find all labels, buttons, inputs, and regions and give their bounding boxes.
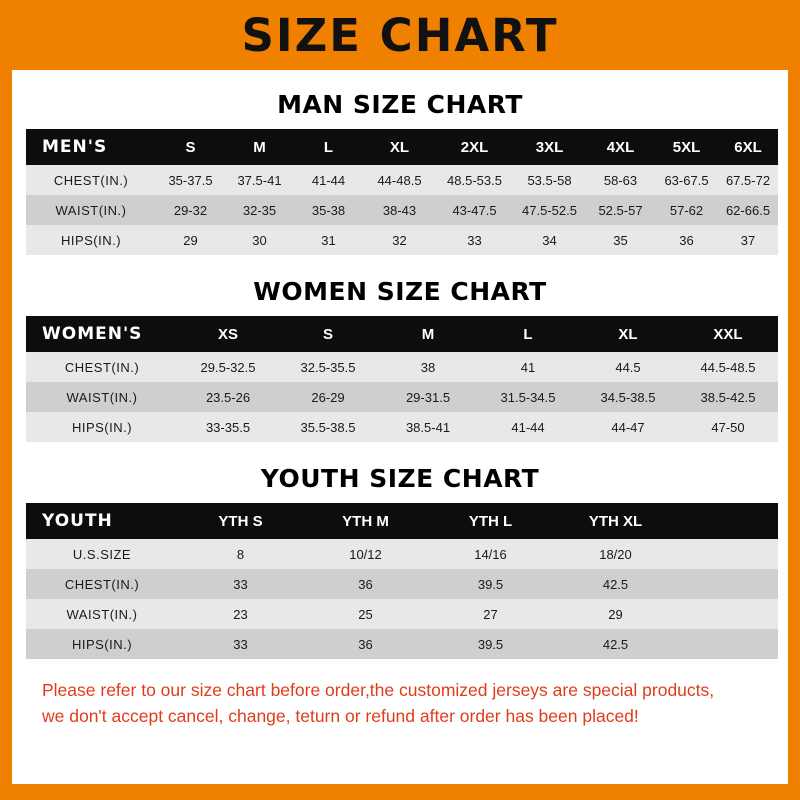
row-label-waist: WAIST(IN.): [26, 195, 156, 225]
footer-note: [42, 677, 758, 730]
cell: 58-63: [586, 165, 655, 195]
cell: 8: [178, 539, 303, 569]
table-row: [26, 569, 778, 599]
table-row: [26, 165, 778, 195]
cell: 57-62: [655, 195, 718, 225]
cell: 23.5-26: [178, 382, 278, 412]
cell: 10/12: [303, 539, 428, 569]
col-header-yth-l: YTH L: [428, 503, 553, 539]
cell: 44.5: [578, 352, 678, 382]
cell: 33: [178, 569, 303, 599]
cell: 53.5-58: [513, 165, 586, 195]
col-header-xl: XL: [363, 129, 436, 165]
cell: 38.5-42.5: [678, 382, 778, 412]
cell: 42.5: [553, 629, 678, 659]
cell: 14/16: [428, 539, 553, 569]
cell: 42.5: [553, 569, 678, 599]
cell: 36: [655, 225, 718, 255]
cell: 29.5-32.5: [178, 352, 278, 382]
row-label-chest: CHEST(IN.): [26, 352, 178, 382]
table-row: [26, 599, 778, 629]
footer-note-line-1: Please refer to our size chart before order,the customized jerseys are special products,: [42, 680, 715, 700]
col-header-xs: XS: [178, 316, 278, 352]
cell: 38.5-41: [378, 412, 478, 442]
cell: 41-44: [478, 412, 578, 442]
section-title-women: WOMEN SIZE CHART: [253, 277, 547, 306]
row-label-hips: HIPS(IN.): [26, 225, 156, 255]
cell: 34.5-38.5: [578, 382, 678, 412]
row-label-chest: CHEST(IN.): [26, 569, 178, 599]
header-bar: [0, 0, 800, 70]
row-label-waist: WAIST(IN.): [26, 382, 178, 412]
cell: 27: [428, 599, 553, 629]
cell: 25: [303, 599, 428, 629]
cell: 36: [303, 629, 428, 659]
cell: 62-66.5: [718, 195, 778, 225]
col-header-mens: MEN'S: [26, 129, 156, 165]
cell: [678, 539, 778, 569]
col-header-m: M: [378, 316, 478, 352]
col-header-yth-s: YTH S: [178, 503, 303, 539]
table-header-row: [26, 503, 778, 539]
man-size-table: [26, 129, 778, 255]
col-header-3xl: 3XL: [513, 129, 586, 165]
cell: 44-48.5: [363, 165, 436, 195]
cell: 32.5-35.5: [278, 352, 378, 382]
table-row: [26, 382, 778, 412]
cell: 52.5-57: [586, 195, 655, 225]
col-header-6xl: 6XL: [718, 129, 778, 165]
cell: 33: [436, 225, 513, 255]
footer-note-line-2: we don't accept cancel, change, teturn or refund after order has been placed!: [42, 706, 639, 727]
table-row: [26, 195, 778, 225]
table-header-row: [26, 129, 778, 165]
bottom-accent-bar: [12, 784, 800, 800]
cell: 26-29: [278, 382, 378, 412]
cell: 37.5-41: [225, 165, 294, 195]
cell: 32: [363, 225, 436, 255]
cell: 39.5: [428, 569, 553, 599]
col-header-s: S: [278, 316, 378, 352]
youth-size-table: [26, 503, 778, 659]
col-header-m: M: [225, 129, 294, 165]
col-header-l: L: [294, 129, 363, 165]
cell: 43-47.5: [436, 195, 513, 225]
cell: 67.5-72: [718, 165, 778, 195]
cell: [678, 599, 778, 629]
cell: 18/20: [553, 539, 678, 569]
cell: 29: [156, 225, 225, 255]
cell: 35-38: [294, 195, 363, 225]
cell: 39.5: [428, 629, 553, 659]
section-title-man: MAN SIZE CHART: [277, 90, 523, 119]
cell: 23: [178, 599, 303, 629]
row-label-waist: WAIST(IN.): [26, 599, 178, 629]
col-header-womens: WOMEN'S: [26, 316, 178, 352]
cell: 47-50: [678, 412, 778, 442]
col-header-4xl: 4XL: [586, 129, 655, 165]
cell: [678, 569, 778, 599]
row-label-us-size: U.S.SIZE: [26, 539, 178, 569]
cell: 44.5-48.5: [678, 352, 778, 382]
cell: 29-31.5: [378, 382, 478, 412]
cell: 35: [586, 225, 655, 255]
section-title-youth: YOUTH SIZE CHART: [260, 464, 540, 493]
cell: 48.5-53.5: [436, 165, 513, 195]
table-row: [26, 225, 778, 255]
cell: 47.5-52.5: [513, 195, 586, 225]
cell: 41-44: [294, 165, 363, 195]
col-header-yth-m: YTH M: [303, 503, 428, 539]
col-header-2xl: 2XL: [436, 129, 513, 165]
cell: 41: [478, 352, 578, 382]
col-header-5xl: 5XL: [655, 129, 718, 165]
cell: 37: [718, 225, 778, 255]
row-label-chest: CHEST(IN.): [26, 165, 156, 195]
col-header-xl: XL: [578, 316, 678, 352]
row-label-hips: HIPS(IN.): [26, 412, 178, 442]
table-header-row: [26, 316, 778, 352]
cell: 35-37.5: [156, 165, 225, 195]
cell: 35.5-38.5: [278, 412, 378, 442]
col-header-empty: [678, 503, 778, 539]
cell: 38: [378, 352, 478, 382]
content: [12, 90, 788, 730]
women-size-table: [26, 316, 778, 442]
cell: 29: [553, 599, 678, 629]
cell: 38-43: [363, 195, 436, 225]
col-header-s: S: [156, 129, 225, 165]
table-row: [26, 352, 778, 382]
cell: 31: [294, 225, 363, 255]
cell: 30: [225, 225, 294, 255]
cell: 33-35.5: [178, 412, 278, 442]
table-row: [26, 539, 778, 569]
row-label-hips: HIPS(IN.): [26, 629, 178, 659]
col-header-l: L: [478, 316, 578, 352]
col-header-yth-xl: YTH XL: [553, 503, 678, 539]
cell: 36: [303, 569, 428, 599]
cell: 32-35: [225, 195, 294, 225]
col-header-xxl: XXL: [678, 316, 778, 352]
cell: 44-47: [578, 412, 678, 442]
page-title: SIZE CHART: [241, 8, 559, 62]
col-header-youth: YOUTH: [26, 503, 178, 539]
table-row: [26, 629, 778, 659]
cell: 34: [513, 225, 586, 255]
cell: 33: [178, 629, 303, 659]
cell: 63-67.5: [655, 165, 718, 195]
cell: 31.5-34.5: [478, 382, 578, 412]
table-row: [26, 412, 778, 442]
cell: [678, 629, 778, 659]
cell: 29-32: [156, 195, 225, 225]
